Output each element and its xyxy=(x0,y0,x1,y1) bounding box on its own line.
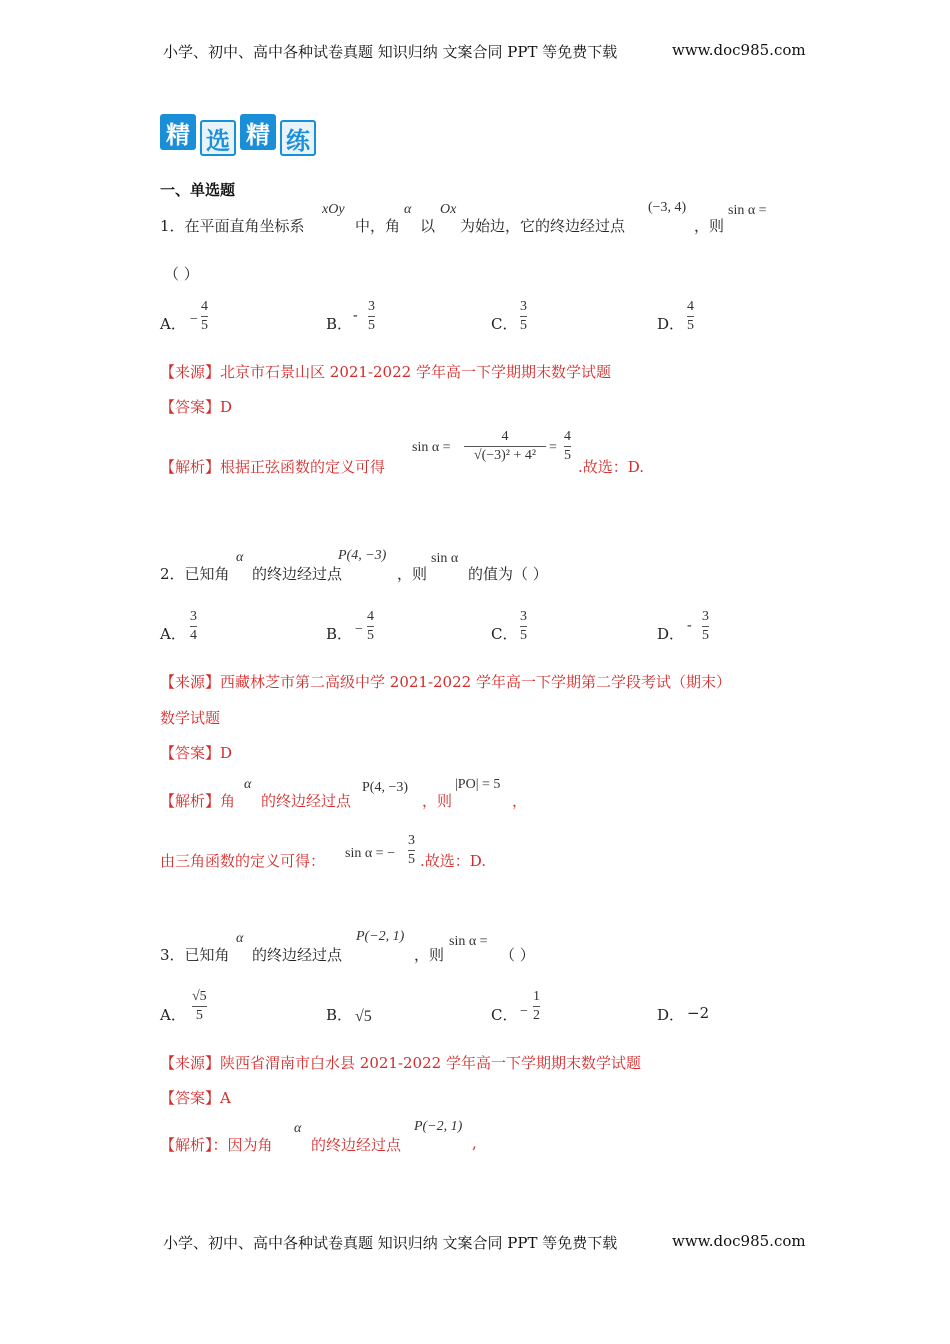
q2-math-alpha: α xyxy=(236,550,244,565)
q1-math-alpha: α xyxy=(404,202,412,217)
q2-b-sign: − xyxy=(355,622,363,637)
q2-text-3: ，则 xyxy=(397,565,428,583)
q1-formula-fraction xyxy=(464,429,546,463)
logo-char-2: 选 xyxy=(200,120,236,156)
q2-math-point: P(4, −3) xyxy=(338,548,387,563)
q2-analysis-po: |PO| = 5 xyxy=(455,777,501,792)
q2-option-b[interactable]: B． xyxy=(326,625,353,643)
footer-text: 小学、初中、高中各种试卷真题 知识归纳 文案合同 PPT 等免费下载 xyxy=(163,1234,618,1252)
q2-c-num: 3 xyxy=(520,609,527,624)
q3-math-alpha: α xyxy=(236,931,244,946)
q1-formula-den-2: 5 xyxy=(564,448,571,463)
q2-option-a[interactable]: A． xyxy=(160,625,186,643)
q1-b-sign: - xyxy=(353,308,358,323)
q2-source-1: 【来源】西藏林芝市第二高级中学 2021-2022 学年高一下学期第二学段考试（期末） xyxy=(160,673,731,691)
q2-d-fraction xyxy=(702,609,709,643)
q2-analysis-alpha: α xyxy=(244,777,252,792)
q1-text-3: 以 xyxy=(420,217,436,235)
q1-d-den: 5 xyxy=(687,318,694,333)
q3-c-sign: − xyxy=(520,1004,528,1019)
logo-char-3: 精 xyxy=(240,114,276,150)
q2-math-sin: sin α xyxy=(431,551,459,566)
q2-analysis-point: P(4, −3) xyxy=(362,780,409,795)
q1-formula-num: 4 xyxy=(501,429,509,444)
q3-option-b[interactable]: B． xyxy=(326,1006,353,1024)
q2-text-2: 的终边经过点 xyxy=(252,565,343,583)
q1-b-fraction xyxy=(368,299,375,333)
q3-analysis-1: 【解析】：因为角 xyxy=(160,1136,273,1154)
q1-analysis-end: .故选：D. xyxy=(578,458,645,476)
q3-c-num: 1 xyxy=(533,989,540,1004)
q2-a-num: 3 xyxy=(190,609,197,624)
q1-c-num: 3 xyxy=(520,299,527,314)
q2-analysis-num: 3 xyxy=(408,833,415,848)
q2-analysis-4: ， xyxy=(512,792,528,810)
q1-text-5: ，则 xyxy=(694,217,725,235)
q2-b-num: 4 xyxy=(367,609,374,624)
q2-text-1: 2．已知角 xyxy=(160,565,230,583)
q1-math-xoy: xOy xyxy=(322,202,345,217)
q2-c-fraction xyxy=(520,609,527,643)
q1-option-a[interactable]: A． xyxy=(160,315,186,333)
q2-d-num: 3 xyxy=(702,609,709,624)
q2-analysis-fraction xyxy=(408,833,415,867)
q1-analysis-label: 【解析】根据正弦函数的定义可得 xyxy=(160,458,386,476)
q2-analysis-3: ，则 xyxy=(422,792,453,810)
q1-answer: 【答案】D xyxy=(160,398,233,416)
q2-option-c[interactable]: C． xyxy=(491,625,518,643)
q2-analysis-sin: sin α = − xyxy=(345,846,395,861)
q1-formula-den: √(−3)² + 4² xyxy=(473,448,537,463)
q3-d-value: −2 xyxy=(687,1004,710,1022)
q1-formula-left: sin α = xyxy=(412,440,451,455)
q2-a-den: 4 xyxy=(190,628,197,643)
q3-option-d[interactable]: D． xyxy=(657,1006,685,1024)
q3-c-den: 2 xyxy=(533,1008,540,1023)
q1-c-den: 5 xyxy=(520,318,527,333)
q1-option-c[interactable]: C． xyxy=(491,315,518,333)
q1-b-num: 3 xyxy=(368,299,375,314)
q1-text-2: 中，角 xyxy=(355,217,401,235)
logo-char-1: 精 xyxy=(160,114,196,150)
q1-formula-fraction-2 xyxy=(564,429,571,463)
q3-text-3: ，则 xyxy=(414,946,445,964)
footer-url[interactable]: www.doc985.com xyxy=(672,1232,806,1250)
q2-text-4: 的值为（ ） xyxy=(468,565,548,583)
q3-c-fraction xyxy=(533,989,540,1023)
q1-math-point: (−3, 4) xyxy=(648,200,687,215)
q1-paren: （ ） xyxy=(164,265,199,283)
q3-math-sin: sin α = xyxy=(449,934,488,949)
q1-b-den: 5 xyxy=(368,318,375,333)
q3-math-point: P(−2, 1) xyxy=(356,929,405,944)
q1-formula-num-2: 4 xyxy=(564,429,571,444)
q3-analysis-point: P(−2, 1) xyxy=(414,1119,463,1134)
q3-analysis-2: 的终边经过点 xyxy=(311,1136,402,1154)
logo-char-4: 练 xyxy=(280,120,316,156)
q3-text-2: 的终边经过点 xyxy=(252,946,343,964)
q3-option-c[interactable]: C． xyxy=(491,1006,518,1024)
q3-b-value: √5 xyxy=(355,1008,372,1025)
header-text: 小学、初中、高中各种试卷真题 知识归纳 文案合同 PPT 等免费下载 xyxy=(163,43,618,61)
q3-text-1: 3．已知角 xyxy=(160,946,230,964)
q3-a-num: √5 xyxy=(192,989,207,1004)
q1-d-num: 4 xyxy=(687,299,694,314)
q2-source-2: 数学试题 xyxy=(160,709,221,727)
q2-b-den: 5 xyxy=(367,628,374,643)
header-url[interactable]: www.doc985.com xyxy=(672,41,806,59)
q1-math-sin: sin α = xyxy=(728,203,767,218)
q1-text-1: 1．在平面直角坐标系 xyxy=(160,217,305,235)
q1-d-fraction xyxy=(687,299,694,333)
q2-analysis-1: 【解析】角 xyxy=(160,792,236,810)
q2-d-sign: - xyxy=(687,618,692,633)
q1-a-num: 4 xyxy=(201,299,208,314)
q1-a-den: 5 xyxy=(201,318,208,333)
q2-analysis-5: 由三角函数的定义可得： xyxy=(160,852,326,870)
q1-text-4: 为始边，它的终边经过点 xyxy=(460,217,626,235)
q3-a-fraction xyxy=(192,989,207,1023)
q3-analysis-3: , xyxy=(472,1134,477,1152)
q1-a-fraction xyxy=(201,299,208,333)
q3-a-den: 5 xyxy=(195,1008,203,1023)
q1-math-ox: Ox xyxy=(440,202,457,217)
q1-c-fraction xyxy=(520,299,527,333)
q3-answer: 【答案】A xyxy=(160,1089,231,1107)
q1-a-sign: − xyxy=(190,312,198,327)
q3-text-4: （ ） xyxy=(500,946,535,964)
q3-source: 【来源】陕西省渭南市白水县 2021-2022 学年高一下学期期末数学试题 xyxy=(160,1054,641,1072)
q1-formula-eq: = xyxy=(549,440,557,455)
q2-analysis-6: .故选：D. xyxy=(420,852,487,870)
q2-answer: 【答案】D xyxy=(160,744,233,762)
q3-analysis-alpha: α xyxy=(294,1121,302,1136)
section-title: 一、单选题 xyxy=(160,181,236,199)
q1-option-b[interactable]: B． xyxy=(326,315,353,333)
q2-b-fraction xyxy=(367,609,374,643)
q2-d-den: 5 xyxy=(702,628,709,643)
q2-option-d[interactable]: D． xyxy=(657,625,685,643)
q3-option-a[interactable]: A． xyxy=(160,1006,186,1024)
q1-source: 【来源】北京市石景山区 2021-2022 学年高一下学期期末数学试题 xyxy=(160,363,611,381)
q2-analysis-den: 5 xyxy=(408,852,415,867)
q2-c-den: 5 xyxy=(520,628,527,643)
q2-a-fraction xyxy=(190,609,197,643)
q2-analysis-2: 的终边经过点 xyxy=(261,792,352,810)
q1-option-d[interactable]: D． xyxy=(657,315,685,333)
